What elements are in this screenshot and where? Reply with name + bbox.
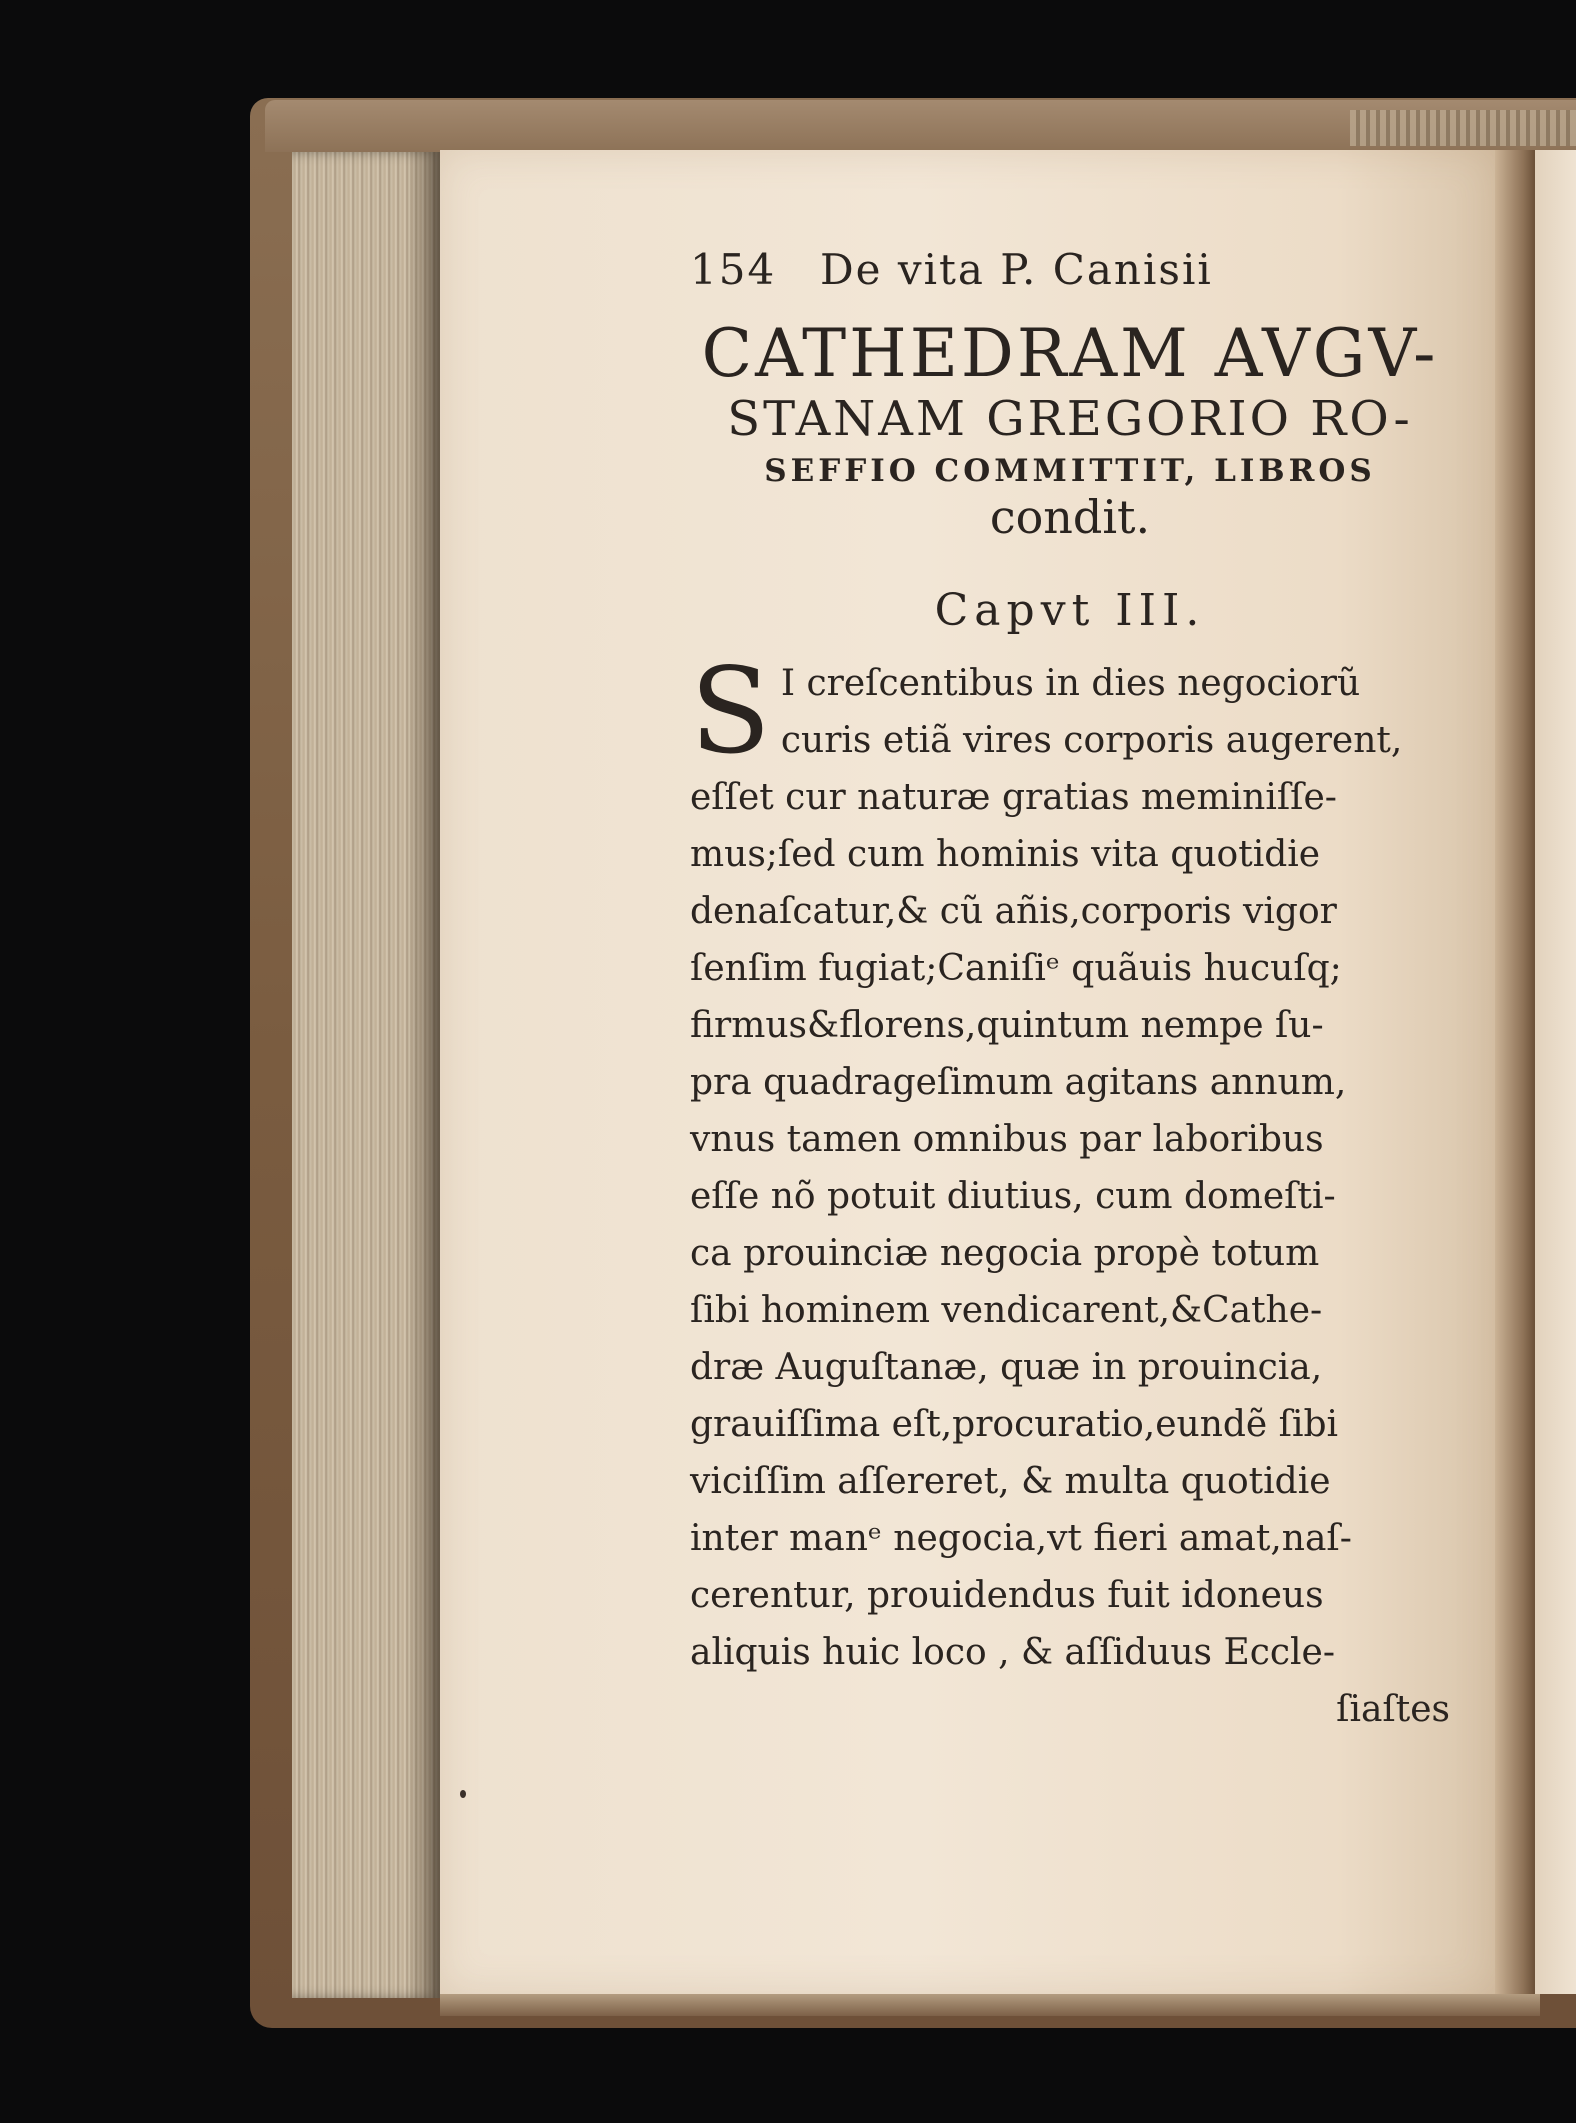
text-line: ſibi hominem vendicarent,&Cathe-	[690, 1290, 1323, 1331]
chapter-title-line-4: condit.	[989, 489, 1151, 544]
text-line: I creſcentibus in dies negociorũ	[780, 663, 1361, 704]
text-line: cerentur, prouidendus fuit idoneus	[690, 1575, 1324, 1616]
bottom-board-edge	[440, 1994, 1540, 2016]
page-number: 154	[690, 245, 777, 294]
text-line: vnus tamen omnibus par laboribus	[690, 1119, 1324, 1160]
text-line: grauiſſima eſt,procuratio,eundẽ ſibi	[690, 1404, 1339, 1445]
facing-page-edge	[1535, 150, 1576, 1994]
text-line: firmus&florens,quintum nempe ſu-	[690, 1005, 1324, 1046]
chapter-title	[690, 315, 1450, 544]
text-line: inter manᵉ negocia,vt fieri amat,naſ-	[690, 1518, 1352, 1559]
chapter-label: Capvt III.	[934, 585, 1206, 636]
text-line: mus;ſed cum hominis vita quotidie	[690, 834, 1321, 875]
book-gutter	[1495, 150, 1535, 1994]
text-line: dræ Auguſtanæ, quæ in prouincia,	[690, 1347, 1323, 1388]
text-line: pra quadrageſimum agitans annum,	[690, 1062, 1347, 1103]
chapter-title-line-1: CATHEDRAM AVGV-	[701, 315, 1439, 392]
running-head	[690, 245, 1450, 309]
text-line: denaſcatur,& cũ añis,corporis vigor	[690, 891, 1337, 932]
spine-headband	[1350, 110, 1576, 146]
text-line: curis etiã vires corporis augerent,	[780, 720, 1403, 761]
ink-speck	[460, 1790, 466, 1798]
drop-cap: S	[690, 642, 771, 780]
text-line: ſenſim fugiat;Caniſiᵉ quãuis hucuſq;	[690, 948, 1342, 989]
page-edges-shadow	[410, 152, 440, 1998]
text-line: ca prouinciæ negocia propè totum	[690, 1233, 1320, 1274]
catchword: ſiaſtes	[1336, 1689, 1450, 1730]
text-line: aliquis huic loco , & aſſiduus Eccle-	[690, 1632, 1336, 1673]
body-text	[690, 642, 1450, 1738]
text-line: eſſe nõ potuit diutius, cum domeſti-	[690, 1176, 1336, 1217]
running-title: De vita P. Canisii	[820, 245, 1213, 294]
text-line: viciſſim aſſereret, & multa quotidie	[690, 1461, 1331, 1502]
chapter-title-line-2: STANAM GREGORIO RO-	[727, 391, 1413, 448]
chapter-title-line-3: SEFFIO COMMITTIT, LIBROS	[764, 453, 1376, 490]
text-line: eſſet cur naturæ gratias meminiſſe-	[690, 777, 1337, 818]
